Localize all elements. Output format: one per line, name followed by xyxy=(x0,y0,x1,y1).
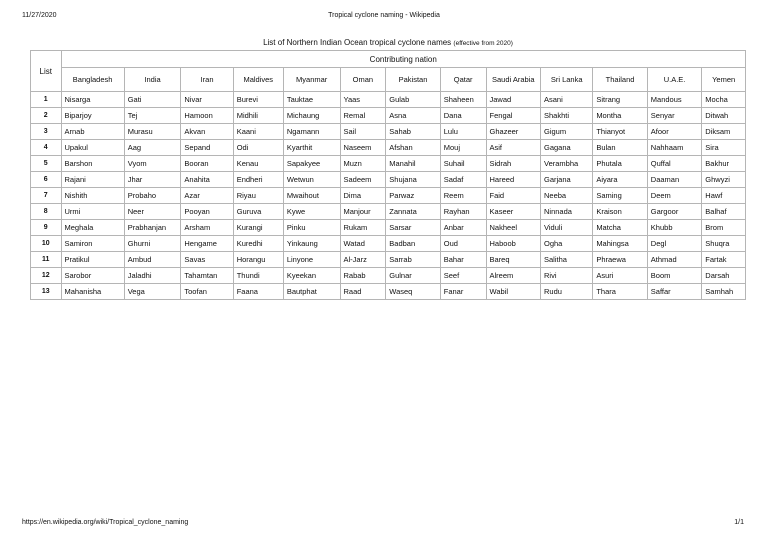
cyclone-name-cell: Hamoon xyxy=(181,108,233,124)
cyclone-name-cell: Hawf xyxy=(702,188,746,204)
cyclone-name-cell: Rudu xyxy=(541,284,593,300)
cyclone-name-cell: Shuqra xyxy=(702,236,746,252)
cyclone-name-cell: Barshon xyxy=(61,156,124,172)
cyclone-name-cell: Mocha xyxy=(702,92,746,108)
nation-header: Yemen xyxy=(702,68,746,92)
cyclone-name-cell: Afoor xyxy=(647,124,701,140)
cyclone-name-cell: Faid xyxy=(486,188,540,204)
cyclone-name-cell: Shakhti xyxy=(541,108,593,124)
cyclone-name-cell: Linyone xyxy=(283,252,340,268)
cyclone-name-cell: Asani xyxy=(541,92,593,108)
cyclone-name-cell: Riyau xyxy=(233,188,283,204)
nation-header: Saudi Arabia xyxy=(486,68,540,92)
table-caption xyxy=(30,38,746,47)
cyclone-name-cell: Sarobor xyxy=(61,268,124,284)
cyclone-name-cell: Guruva xyxy=(233,204,283,220)
cyclone-name-cell: Bulan xyxy=(593,140,647,156)
cyclone-name-cell: Phraewa xyxy=(593,252,647,268)
table-row xyxy=(31,204,746,220)
cyclone-name-cell: Kyeekan xyxy=(283,268,340,284)
list-number: 13 xyxy=(31,284,62,300)
table-row xyxy=(31,108,746,124)
cyclone-name-cell: Anbar xyxy=(440,220,486,236)
cyclone-name-cell: Waseq xyxy=(386,284,440,300)
cyclone-name-cell: Sahab xyxy=(386,124,440,140)
cyclone-name-cell: Gulab xyxy=(386,92,440,108)
cyclone-name-cell: Degl xyxy=(647,236,701,252)
table-row xyxy=(31,140,746,156)
cyclone-name-cell: Ogha xyxy=(541,236,593,252)
table-row xyxy=(31,156,746,172)
cyclone-name-cell: Sadaf xyxy=(440,172,486,188)
list-number: 1 xyxy=(31,92,62,108)
cyclone-name-cell: Salitha xyxy=(541,252,593,268)
cyclone-name-cell: Aiyara xyxy=(593,172,647,188)
cyclone-name-cell: Saming xyxy=(593,188,647,204)
cyclone-name-cell: Michaung xyxy=(283,108,340,124)
footer-page-number: 1/1 xyxy=(734,519,744,526)
cyclone-name-cell: Naseem xyxy=(340,140,386,156)
cyclone-name-cell: Jawad xyxy=(486,92,540,108)
nation-header: Pakistan xyxy=(386,68,440,92)
cyclone-name-cell: Rivi xyxy=(541,268,593,284)
cyclone-name-cell: Kaseer xyxy=(486,204,540,220)
cyclone-name-cell: Akvan xyxy=(181,124,233,140)
cyclone-name-cell: Tahamtan xyxy=(181,268,233,284)
cyclone-name-cell: Asif xyxy=(486,140,540,156)
nation-header: Oman xyxy=(340,68,386,92)
cyclone-name-cell: Aag xyxy=(124,140,181,156)
cyclone-name-cell: Ghwyzi xyxy=(702,172,746,188)
cyclone-name-cell: Sidrah xyxy=(486,156,540,172)
cyclone-name-cell: Urmi xyxy=(61,204,124,220)
cyclone-name-cell: Sarrab xyxy=(386,252,440,268)
cyclone-name-cell: Suhail xyxy=(440,156,486,172)
cyclone-name-cell: Bautphat xyxy=(283,284,340,300)
cyclone-name-cell: Rabab xyxy=(340,268,386,284)
cyclone-name-cell: Kenau xyxy=(233,156,283,172)
cyclone-name-cell: Odi xyxy=(233,140,283,156)
cyclone-name-cell: Azar xyxy=(181,188,233,204)
cyclone-name-cell: Jhar xyxy=(124,172,181,188)
cyclone-name-cell: Sarsar xyxy=(386,220,440,236)
cyclone-name-cell: Gigum xyxy=(541,124,593,140)
cyclone-name-cell: Sepand xyxy=(181,140,233,156)
cyclone-name-cell: Biparjoy xyxy=(61,108,124,124)
cyclone-name-cell: Athmad xyxy=(647,252,701,268)
caption-note: (effective from 2020) xyxy=(453,40,513,47)
cyclone-name-cell: Tauktae xyxy=(283,92,340,108)
cyclone-name-cell: Jaladhi xyxy=(124,268,181,284)
cyclone-name-cell: Reem xyxy=(440,188,486,204)
cyclone-name-cell: Rajani xyxy=(61,172,124,188)
cyclone-name-cell: Mandous xyxy=(647,92,701,108)
cyclone-name-cell: Gati xyxy=(124,92,181,108)
cyclone-name-cell: Boom xyxy=(647,268,701,284)
cyclone-name-cell: Fartak xyxy=(702,252,746,268)
nation-header: Iran xyxy=(181,68,233,92)
cyclone-name-cell: Endheri xyxy=(233,172,283,188)
contributing-nation-header: Contributing nation xyxy=(61,51,745,68)
list-number: 7 xyxy=(31,188,62,204)
nation-header: Sri Lanka xyxy=(541,68,593,92)
cyclone-name-cell: Deem xyxy=(647,188,701,204)
cyclone-name-cell: Ngamann xyxy=(283,124,340,140)
cyclone-name-cell: Vyom xyxy=(124,156,181,172)
cyclone-name-cell: Kaani xyxy=(233,124,283,140)
cyclone-name-cell: Rayhan xyxy=(440,204,486,220)
footer-url: https://en.wikipedia.org/wiki/Tropical_cyclone_naming xyxy=(22,519,189,526)
cyclone-name-cell: Ambud xyxy=(124,252,181,268)
cyclone-name-cell: Manahil xyxy=(386,156,440,172)
cyclone-name-cell: Manjour xyxy=(340,204,386,220)
cyclone-name-cell: Al-Jarz xyxy=(340,252,386,268)
table-row xyxy=(31,236,746,252)
cyclone-name-cell: Mouj xyxy=(440,140,486,156)
list-number: 12 xyxy=(31,268,62,284)
cyclone-name-cell: Wabil xyxy=(486,284,540,300)
cyclone-name-cell: Hengame xyxy=(181,236,233,252)
table-row xyxy=(31,220,746,236)
list-number: 5 xyxy=(31,156,62,172)
cyclone-name-cell: Sail xyxy=(340,124,386,140)
cyclone-name-cell: Arnab xyxy=(61,124,124,140)
cyclone-name-cell: Dima xyxy=(340,188,386,204)
print-date: 11/27/2020 xyxy=(22,12,57,19)
cyclone-name-cell: Thundi xyxy=(233,268,283,284)
cyclone-name-cell: Kraison xyxy=(593,204,647,220)
list-number: 10 xyxy=(31,236,62,252)
list-number: 8 xyxy=(31,204,62,220)
cyclone-name-cell: Sira xyxy=(702,140,746,156)
table-row xyxy=(31,252,746,268)
cyclone-name-cell: Anahita xyxy=(181,172,233,188)
cyclone-name-cell: Toofan xyxy=(181,284,233,300)
cyclone-name-cell: Rukam xyxy=(340,220,386,236)
cyclone-names-table xyxy=(30,50,746,300)
table-row xyxy=(31,124,746,140)
nation-header: U.A.E. xyxy=(647,68,701,92)
cyclone-name-cell: Asuri xyxy=(593,268,647,284)
cyclone-name-cell: Arsham xyxy=(181,220,233,236)
cyclone-name-cell: Balhaf xyxy=(702,204,746,220)
cyclone-name-cell: Bahar xyxy=(440,252,486,268)
table-body xyxy=(31,92,746,300)
cyclone-name-cell: Nivar xyxy=(181,92,233,108)
cyclone-name-cell: Tej xyxy=(124,108,181,124)
cyclone-name-cell: Thianyot xyxy=(593,124,647,140)
cyclone-name-cell: Pooyan xyxy=(181,204,233,220)
nation-header: Myanmar xyxy=(283,68,340,92)
cyclone-name-cell: Raad xyxy=(340,284,386,300)
cyclone-name-cell: Parwaz xyxy=(386,188,440,204)
cyclone-name-cell: Senyar xyxy=(647,108,701,124)
print-page-title: Tropical cyclone naming - Wikipedia xyxy=(328,12,440,19)
cyclone-name-cell: Yinkaung xyxy=(283,236,340,252)
cyclone-name-cell: Gulnar xyxy=(386,268,440,284)
table-row xyxy=(31,172,746,188)
cyclone-name-cell: Wetwun xyxy=(283,172,340,188)
cyclone-name-cell: Viduli xyxy=(541,220,593,236)
cyclone-name-cell: Upakul xyxy=(61,140,124,156)
cyclone-name-cell: Mahanisha xyxy=(61,284,124,300)
cyclone-name-cell: Gagana xyxy=(541,140,593,156)
table-row xyxy=(31,268,746,284)
cyclone-name-cell: Fengal xyxy=(486,108,540,124)
list-number: 4 xyxy=(31,140,62,156)
cyclone-name-cell: Bakhur xyxy=(702,156,746,172)
cyclone-name-cell: Samhah xyxy=(702,284,746,300)
cyclone-name-cell: Meghala xyxy=(61,220,124,236)
cyclone-name-cell: Sitrang xyxy=(593,92,647,108)
cyclone-name-cell: Sapakyee xyxy=(283,156,340,172)
cyclone-name-cell: Verambha xyxy=(541,156,593,172)
cyclone-name-cell: Zannata xyxy=(386,204,440,220)
nation-header-row xyxy=(31,68,746,92)
cyclone-name-cell: Burevi xyxy=(233,92,283,108)
list-number: 2 xyxy=(31,108,62,124)
cyclone-name-cell: Alreem xyxy=(486,268,540,284)
nation-header: Maldives xyxy=(233,68,283,92)
cyclone-name-cell: Oud xyxy=(440,236,486,252)
list-number: 6 xyxy=(31,172,62,188)
cyclone-name-cell: Mwaihout xyxy=(283,188,340,204)
cyclone-name-cell: Darsah xyxy=(702,268,746,284)
cyclone-name-cell: Prabhanjan xyxy=(124,220,181,236)
cyclone-name-cell: Dana xyxy=(440,108,486,124)
list-number: 11 xyxy=(31,252,62,268)
cyclone-name-cell: Matcha xyxy=(593,220,647,236)
cyclone-name-cell: Probaho xyxy=(124,188,181,204)
table-row xyxy=(31,284,746,300)
cyclone-name-cell: Saffar xyxy=(647,284,701,300)
cyclone-name-cell: Phutala xyxy=(593,156,647,172)
cyclone-name-cell: Hareed xyxy=(486,172,540,188)
cyclone-name-cell: Lulu xyxy=(440,124,486,140)
cyclone-name-cell: Pinku xyxy=(283,220,340,236)
cyclone-name-cell: Mahingsa xyxy=(593,236,647,252)
cyclone-name-cell: Diksam xyxy=(702,124,746,140)
cyclone-name-cell: Bareq xyxy=(486,252,540,268)
cyclone-name-cell: Kyarthit xyxy=(283,140,340,156)
cyclone-name-cell: Kuredhi xyxy=(233,236,283,252)
cyclone-name-cell: Montha xyxy=(593,108,647,124)
cyclone-name-cell: Badban xyxy=(386,236,440,252)
cyclone-name-cell: Kywe xyxy=(283,204,340,220)
cyclone-name-cell: Fanar xyxy=(440,284,486,300)
list-number: 9 xyxy=(31,220,62,236)
cyclone-name-cell: Neeba xyxy=(541,188,593,204)
list-column-header: List xyxy=(31,51,62,92)
table-row xyxy=(31,92,746,108)
cyclone-name-cell: Ghurni xyxy=(124,236,181,252)
cyclone-name-cell: Haboob xyxy=(486,236,540,252)
nation-header: Qatar xyxy=(440,68,486,92)
list-number: 3 xyxy=(31,124,62,140)
cyclone-name-cell: Neer xyxy=(124,204,181,220)
cyclone-name-cell: Asna xyxy=(386,108,440,124)
cyclone-name-cell: Yaas xyxy=(340,92,386,108)
cyclone-name-cell: Thara xyxy=(593,284,647,300)
cyclone-name-cell: Murasu xyxy=(124,124,181,140)
cyclone-name-cell: Seef xyxy=(440,268,486,284)
caption-main: List of Northern Indian Ocean tropical cyclone names xyxy=(263,38,452,47)
cyclone-name-cell: Garjana xyxy=(541,172,593,188)
cyclone-name-cell: Faana xyxy=(233,284,283,300)
cyclone-name-cell: Horangu xyxy=(233,252,283,268)
cyclone-name-cell: Daaman xyxy=(647,172,701,188)
cyclone-name-cell: Remal xyxy=(340,108,386,124)
cyclone-name-cell: Khubb xyxy=(647,220,701,236)
cyclone-name-cell: Shujana xyxy=(386,172,440,188)
cyclone-name-cell: Muzn xyxy=(340,156,386,172)
cyclone-name-cell: Samiron xyxy=(61,236,124,252)
cyclone-name-cell: Booran xyxy=(181,156,233,172)
cyclone-name-cell: Ninnada xyxy=(541,204,593,220)
cyclone-name-cell: Shaheen xyxy=(440,92,486,108)
cyclone-name-cell: Nakheel xyxy=(486,220,540,236)
cyclone-name-cell: Kurangi xyxy=(233,220,283,236)
cyclone-name-cell: Midhili xyxy=(233,108,283,124)
cyclone-name-cell: Nisarga xyxy=(61,92,124,108)
cyclone-name-cell: Afshan xyxy=(386,140,440,156)
nation-header: Thailand xyxy=(593,68,647,92)
cyclone-name-cell: Savas xyxy=(181,252,233,268)
cyclone-name-cell: Ditwah xyxy=(702,108,746,124)
nation-header: India xyxy=(124,68,181,92)
cyclone-name-cell: Quffal xyxy=(647,156,701,172)
cyclone-name-cell: Gargoor xyxy=(647,204,701,220)
cyclone-name-cell: Watad xyxy=(340,236,386,252)
cyclone-name-cell: Ghazeer xyxy=(486,124,540,140)
cyclone-name-cell: Vega xyxy=(124,284,181,300)
cyclone-name-cell: Nahhaam xyxy=(647,140,701,156)
cyclone-name-cell: Nishith xyxy=(61,188,124,204)
nation-header: Bangladesh xyxy=(61,68,124,92)
cyclone-name-cell: Sadeem xyxy=(340,172,386,188)
cyclone-name-cell: Pratikul xyxy=(61,252,124,268)
cyclone-name-cell: Brom xyxy=(702,220,746,236)
table-row xyxy=(31,188,746,204)
